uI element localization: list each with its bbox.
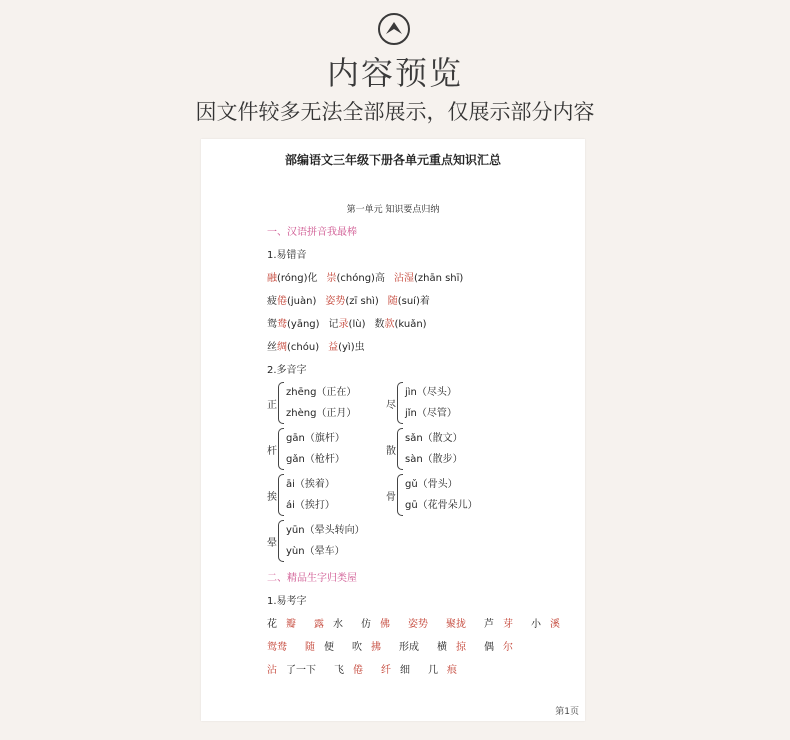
polyphone-char: 晕 [267,537,277,549]
brace-icon [397,382,403,424]
polyphone-char: 尽 [386,399,396,411]
page-number: 第1页 [555,707,579,717]
word: 偶 尔 [484,642,513,653]
brace-icon [397,428,403,470]
polyphone-entry [386,474,478,516]
subheading: 1.易错音 [267,250,307,261]
page-title: 内容预览 [326,54,463,92]
word: 沾湿(zhān shī) [393,273,464,284]
word: 几 痕 [428,665,457,676]
word: 随(suí)着 [387,296,430,307]
brace-icon [278,382,284,424]
subheading: 2.多音字 [267,365,307,376]
subheading: 1.易考字 [267,596,307,607]
polyphone-char: 杆 [267,445,277,457]
pinyin-row [267,292,439,307]
polyphone-char: 骨 [386,491,396,503]
polyphone-char: 散 [386,445,396,457]
brace-icon [397,474,403,516]
word: 疲倦(juàn) [267,296,317,307]
polyphone-reading: zhēng（正在） [286,387,357,398]
polyphone-reading: gǔ（骨头） [405,479,458,490]
polyphone-reading: gū（花骨朵儿） [405,500,478,511]
word: 益(yì)虫 [328,342,365,353]
word: 姿势 [408,619,428,630]
polyphone-reading: zhèng（正月） [286,408,357,419]
word: 丝绸(chóu) [267,342,320,353]
word: 记录(lù) [328,319,366,330]
brace-icon [278,520,284,562]
section-heading: 二、精品生字归类屋 [267,573,357,584]
polyphone-reading: gān（旗杆） [286,433,345,444]
polyphone-reading: gǎn（枪杆） [286,454,345,465]
pinyin-row [267,269,472,284]
section-heading: 一、汉语拼音我最棒 [267,227,357,238]
pinyin-row [267,338,374,353]
polyphone-entry [267,382,356,424]
word: 姿势(zī shì) [325,296,379,307]
document-preview [201,139,585,721]
polyphone-char: 正 [267,399,277,411]
chevron-up-circle-icon[interactable] [377,12,411,46]
polyphone-reading: sǎn（散文） [405,433,463,444]
polyphone-reading: ái（挨打） [286,500,335,511]
polyphone-reading: yūn（晕头转向） [286,525,365,536]
word: 融(róng)化 [267,273,318,284]
character-row [267,661,475,676]
word: 沾 了一下 [267,665,316,676]
polyphone-entry [386,428,463,470]
pinyin-row [267,315,436,330]
polyphone-char: 挨 [267,491,277,503]
polyphone-reading: yùn（晕车） [286,546,345,557]
page-subtitle: 因文件较多无法全部展示，仅展示部分内容 [195,100,595,124]
polyphone-entry [267,520,365,562]
word: 花 瓣 [267,619,296,630]
polyphone-reading: jìn（尽头） [405,387,457,398]
document-title: 部编语文三年级下册各单元重点知识汇总 [284,153,501,167]
brace-icon [278,474,284,516]
word: 横 掠 [437,642,466,653]
word: 小 溪 [531,619,560,630]
word: 鸳鸯(yāng) [267,319,320,330]
character-row [267,638,531,653]
word: 露 水 [314,619,343,630]
word: 聚拢 [446,619,466,630]
word: 仿 佛 [361,619,390,630]
polyphone-entry [386,382,457,424]
brace-icon [278,428,284,470]
word: 吹 拂 [352,642,381,653]
polyphone-reading: sàn（散步） [405,454,463,465]
word: 形成 [399,642,419,653]
word: 飞 倦 [334,665,363,676]
word: 崇(chóng)高 [326,273,385,284]
polyphone-entry [267,474,335,516]
polyphone-reading: jǐn（尽管） [405,408,457,419]
character-row [267,615,578,630]
word: 芦 芽 [484,619,513,630]
word: 鸳鸯 [267,642,287,653]
unit-title: 第一单元 知识要点归纳 [346,205,440,215]
word: 数款(kuǎn) [374,319,427,330]
word: 纤 细 [381,665,410,676]
polyphone-entry [267,428,345,470]
word: 随 便 [305,642,334,653]
polyphone-reading: āi（挨着） [286,479,335,490]
